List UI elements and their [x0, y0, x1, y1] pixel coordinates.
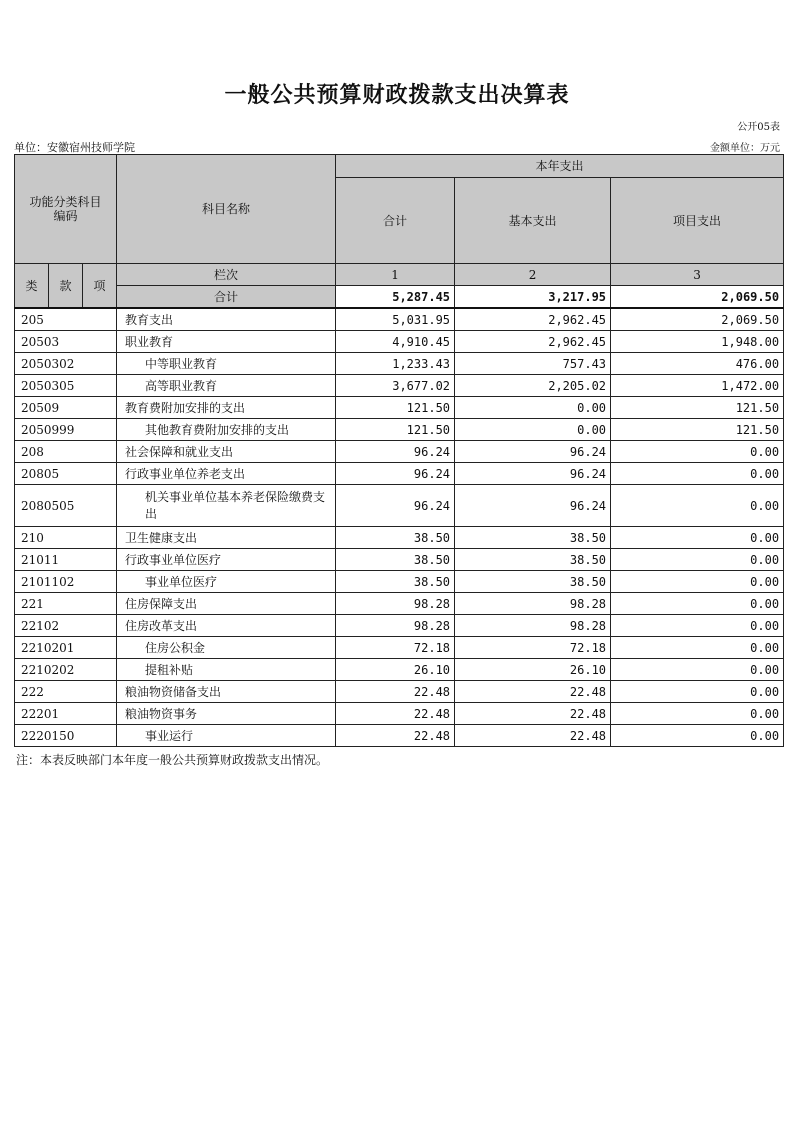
expenditure-table: [14, 154, 784, 747]
row-project: 0.00: [611, 571, 784, 593]
header-col2: 2: [455, 264, 611, 286]
row-total: 1,233.43: [336, 353, 455, 375]
row-code: 20509: [15, 397, 117, 419]
row-name: 职业教育: [117, 331, 336, 353]
row-project: 0.00: [611, 659, 784, 681]
row-project: 1,472.00: [611, 375, 784, 397]
table-row: [15, 549, 784, 571]
row-project: 0.00: [611, 549, 784, 571]
row-total: 72.18: [336, 637, 455, 659]
row-project: 0.00: [611, 593, 784, 615]
row-total: 5,031.95: [336, 308, 455, 331]
row-total: 22.48: [336, 725, 455, 747]
row-total: 96.24: [336, 485, 455, 527]
row-basic: 72.18: [455, 637, 611, 659]
table-row: [15, 593, 784, 615]
row-total: 98.28: [336, 593, 455, 615]
row-total: 22.48: [336, 703, 455, 725]
row-code: 20503: [15, 331, 117, 353]
row-project: 0.00: [611, 463, 784, 485]
row-total: 121.50: [336, 397, 455, 419]
row-basic: 38.50: [455, 549, 611, 571]
table-row: [15, 463, 784, 485]
row-name: 中等职业教育: [117, 353, 336, 375]
row-name: 其他教育费附加安排的支出: [117, 419, 336, 441]
row-code: 21011: [15, 549, 117, 571]
header-basic: 基本支出: [455, 178, 611, 264]
row-total: 38.50: [336, 527, 455, 549]
total-row-basic: 3,217.95: [455, 286, 611, 309]
table-row: [15, 725, 784, 747]
row-code: 210: [15, 527, 117, 549]
row-basic: 26.10: [455, 659, 611, 681]
page-title: 一般公共预算财政拨款支出决算表: [224, 83, 570, 108]
row-project: 0.00: [611, 485, 784, 527]
table-row: [15, 308, 784, 331]
form-number: 公开05表: [737, 122, 780, 133]
header-kuan: 款: [49, 264, 83, 309]
row-basic: 96.24: [455, 485, 611, 527]
row-project: 0.00: [611, 725, 784, 747]
row-basic: 98.28: [455, 615, 611, 637]
row-basic: 22.48: [455, 681, 611, 703]
row-code: 20805: [15, 463, 117, 485]
row-name: 提租补贴: [117, 659, 336, 681]
row-project: 121.50: [611, 419, 784, 441]
row-project: 0.00: [611, 441, 784, 463]
row-code: 2050305: [15, 375, 117, 397]
table-row: [15, 331, 784, 353]
row-code: 205: [15, 308, 117, 331]
row-name: 教育支出: [117, 308, 336, 331]
header-lei: 类: [15, 264, 49, 309]
row-code: 221: [15, 593, 117, 615]
row-name: 高等职业教育: [117, 375, 336, 397]
row-total: 22.48: [336, 681, 455, 703]
row-project: 0.00: [611, 681, 784, 703]
row-name: 机关事业单位基本养老保险缴费支出: [117, 485, 336, 527]
row-project: 2,069.50: [611, 308, 784, 331]
row-total: 38.50: [336, 549, 455, 571]
header-project: 项目支出: [611, 178, 784, 264]
row-code: 2050999: [15, 419, 117, 441]
row-name: 住房改革支出: [117, 615, 336, 637]
row-project: 476.00: [611, 353, 784, 375]
header-column-no: 栏次: [117, 264, 336, 286]
row-total: 96.24: [336, 463, 455, 485]
table-row: [15, 527, 784, 549]
row-name: 社会保障和就业支出: [117, 441, 336, 463]
row-basic: 38.50: [455, 527, 611, 549]
row-name: 教育费附加安排的支出: [117, 397, 336, 419]
row-basic: 2,205.02: [455, 375, 611, 397]
header-col3: 3: [611, 264, 784, 286]
row-basic: 96.24: [455, 441, 611, 463]
row-basic: 0.00: [455, 419, 611, 441]
row-basic: 98.28: [455, 593, 611, 615]
row-basic: 22.48: [455, 703, 611, 725]
header-func-code: 功能分类科目编码: [15, 155, 117, 264]
row-basic: 22.48: [455, 725, 611, 747]
row-basic: 38.50: [455, 571, 611, 593]
row-code: 208: [15, 441, 117, 463]
row-total: 38.50: [336, 571, 455, 593]
header-xiang: 项: [83, 264, 117, 309]
header-total: 合计: [336, 178, 455, 264]
row-code: 2210201: [15, 637, 117, 659]
row-name: 粮油物资储备支出: [117, 681, 336, 703]
row-basic: 96.24: [455, 463, 611, 485]
header-current-year: 本年支出: [336, 155, 784, 178]
table-row: [15, 571, 784, 593]
row-code: 2101102: [15, 571, 117, 593]
row-total: 96.24: [336, 441, 455, 463]
row-basic: 2,962.45: [455, 331, 611, 353]
row-total: 26.10: [336, 659, 455, 681]
row-name: 行政事业单位养老支出: [117, 463, 336, 485]
row-code: 2080505: [15, 485, 117, 527]
currency-unit-label: 金额单位：万元: [710, 143, 780, 154]
row-total: 121.50: [336, 419, 455, 441]
row-name: 住房保障支出: [117, 593, 336, 615]
table-row: [15, 637, 784, 659]
row-name: 住房公积金: [117, 637, 336, 659]
row-code: 2050302: [15, 353, 117, 375]
row-project: 1,948.00: [611, 331, 784, 353]
row-total: 4,910.45: [336, 331, 455, 353]
unit-label: 单位：安徽宿州技师学院: [14, 141, 135, 154]
table-row: [15, 659, 784, 681]
table-row: [15, 397, 784, 419]
table-row: [15, 703, 784, 725]
table-row: [15, 419, 784, 441]
row-code: 2210202: [15, 659, 117, 681]
table-row: [15, 681, 784, 703]
row-name: 粮油物资事务: [117, 703, 336, 725]
table-row: [15, 441, 784, 463]
row-basic: 0.00: [455, 397, 611, 419]
row-project: 0.00: [611, 527, 784, 549]
table-row: [15, 485, 784, 527]
total-row-total: 5,287.45: [336, 286, 455, 309]
row-project: 121.50: [611, 397, 784, 419]
row-total: 3,677.02: [336, 375, 455, 397]
row-name: 行政事业单位医疗: [117, 549, 336, 571]
header-subject-name: 科目名称: [117, 155, 336, 264]
total-row-label: 合计: [117, 286, 336, 309]
row-name: 事业运行: [117, 725, 336, 747]
row-project: 0.00: [611, 703, 784, 725]
total-row-project: 2,069.50: [611, 286, 784, 309]
table-row: [15, 615, 784, 637]
row-code: 22102: [15, 615, 117, 637]
row-project: 0.00: [611, 615, 784, 637]
header-col1: 1: [336, 264, 455, 286]
row-code: 2220150: [15, 725, 117, 747]
row-code: 22201: [15, 703, 117, 725]
row-name: 事业单位医疗: [117, 571, 336, 593]
row-total: 98.28: [336, 615, 455, 637]
table-row: [15, 375, 784, 397]
row-project: 0.00: [611, 637, 784, 659]
row-code: 222: [15, 681, 117, 703]
row-basic: 757.43: [455, 353, 611, 375]
footnote: 注：本表反映部门本年度一般公共预算财政拨款支出情况。: [16, 753, 329, 767]
table-row: [15, 353, 784, 375]
row-basic: 2,962.45: [455, 308, 611, 331]
row-name: 卫生健康支出: [117, 527, 336, 549]
